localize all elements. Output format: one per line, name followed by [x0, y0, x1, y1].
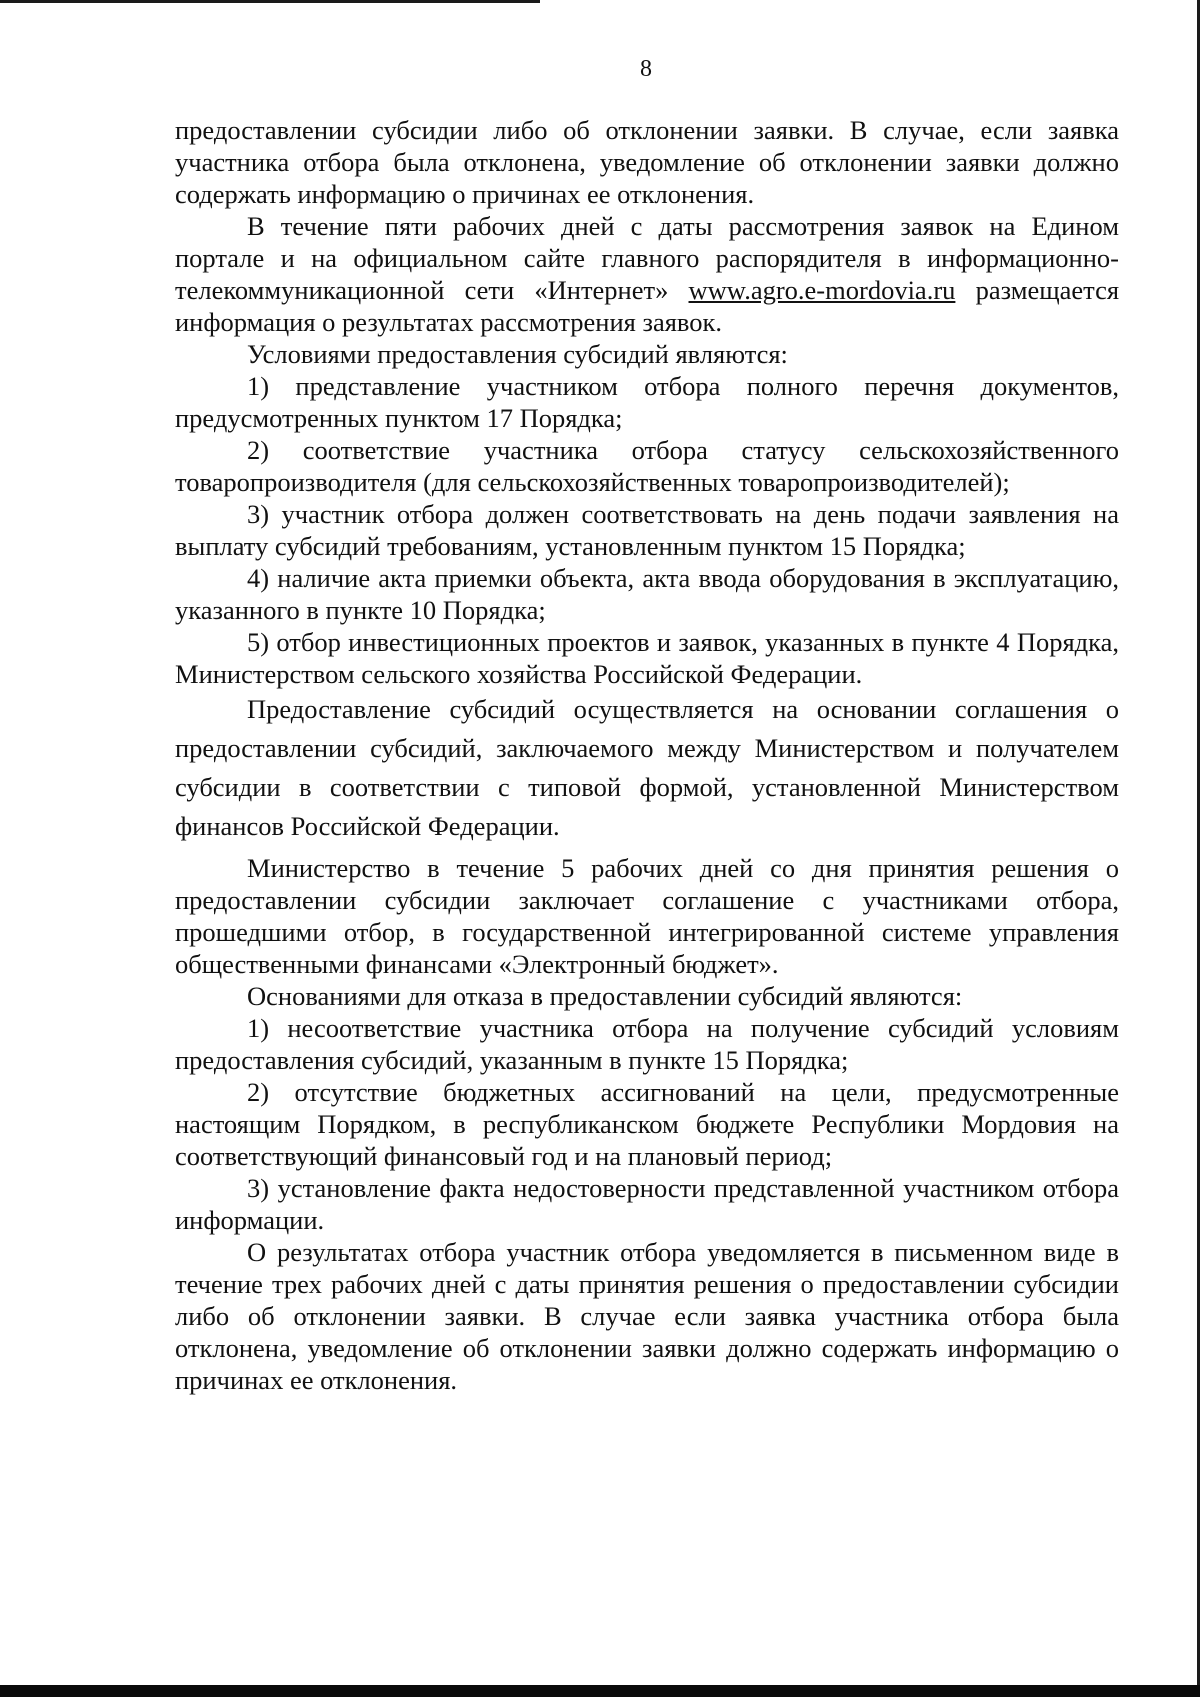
paragraph-publication-tail: размещается информация о результатах рассмотрения заявок. — [175, 275, 1120, 337]
condition-item-3: 3) участник отбора должен соответствовать на день подачи заявления на выплату субсидий требованиям, установленным пунктом 15 Порядка; — [175, 499, 1119, 561]
condition-item-4: 4) наличие акта приемки объекта, акта ввода оборудования в эксплуатацию, указанного в пункте 10 Порядка; — [175, 563, 1119, 625]
scan-border-bottom — [0, 1685, 1200, 1697]
scan-border-top — [0, 0, 540, 3]
condition-item-1: 1) представление участником отбора полного перечня документов, предусмотренных пунктом 17 Порядка; — [175, 371, 1119, 433]
paragraph-continuation: предоставлении субсидии либо об отклонении заявки. В случае, если заявка участника отбора была отклонена, уведомление об отклонении заявки должно содержать информацию о причинах ее отклонения. — [175, 115, 1119, 209]
refusal-item-2: 2) отсутствие бюджетных ассигнований на цели, предусмотренные настоящим Порядком, в республиканском бюджете Республики Мордовия на соответствующий финансовый год и на плановый период; — [175, 1077, 1119, 1171]
refusal-item-1: 1) несоответствие участника отбора на получение субсидий условиям предоставления субсидий, указанным в пункте 15 Порядка; — [175, 1013, 1119, 1075]
paragraph-agreement-signing: Министерство в течение 5 рабочих дней со дня принятия решения о предоставлении субсидии заключает соглашение с участниками отбора, прошедшими отбор, в государственной интегрированной системе управления общественными финансами «Электронный бюджет». — [175, 853, 1119, 979]
condition-item-5: 5) отбор инвестиционных проектов и заявок, указанных в пункте 4 Порядка, Министерством сельского хозяйства Российской Федерации. — [175, 627, 1119, 689]
paragraph-agreement-basis: Предоставление субсидий осуществляется на основании соглашения о предоставлении субсидий, заключаемого между Министерством и получателем субсидии в соответствии с типовой формой, установленной Министерством финансов Российской Федерации. — [175, 694, 1119, 841]
paragraph-conditions-heading: Условиями предоставления субсидий являются: — [247, 339, 788, 369]
website-link[interactable]: www.agro.e-mordovia.ru — [688, 275, 956, 305]
refusal-item-3: 3) установление факта недостоверности представленной участником отбора информации. — [175, 1173, 1119, 1235]
paragraph-refusal-heading: Основаниями для отказа в предоставлении субсидий являются: — [247, 981, 963, 1011]
condition-item-2: 2) соответствие участника отбора статусу сельскохозяйственного товаропроизводителя (для сельскохозяйственных товаропроизводителей); — [175, 435, 1119, 497]
page-number: 8 — [640, 56, 652, 82]
paragraph-publication — [175, 210, 1119, 338]
paragraph-publication-text: В течение пяти рабочих дней с даты рассмотрения заявок на Едином портале и на официальном сайте главного распорядителя в информационно-телекоммуникационной сети «Интернет» — [175, 211, 1119, 305]
document-body — [175, 114, 1119, 1396]
paragraph-notification: О результатах отбора участник отбора уведомляется в письменном виде в течение трех рабочих дней с даты принятия решения о предоставлении субсидии либо об отклонении заявки. В случае если заявка участника отбора была отклонена, уведомление об отклонении заявки должно содержать информацию о причинах ее отклонения. — [175, 1237, 1119, 1395]
